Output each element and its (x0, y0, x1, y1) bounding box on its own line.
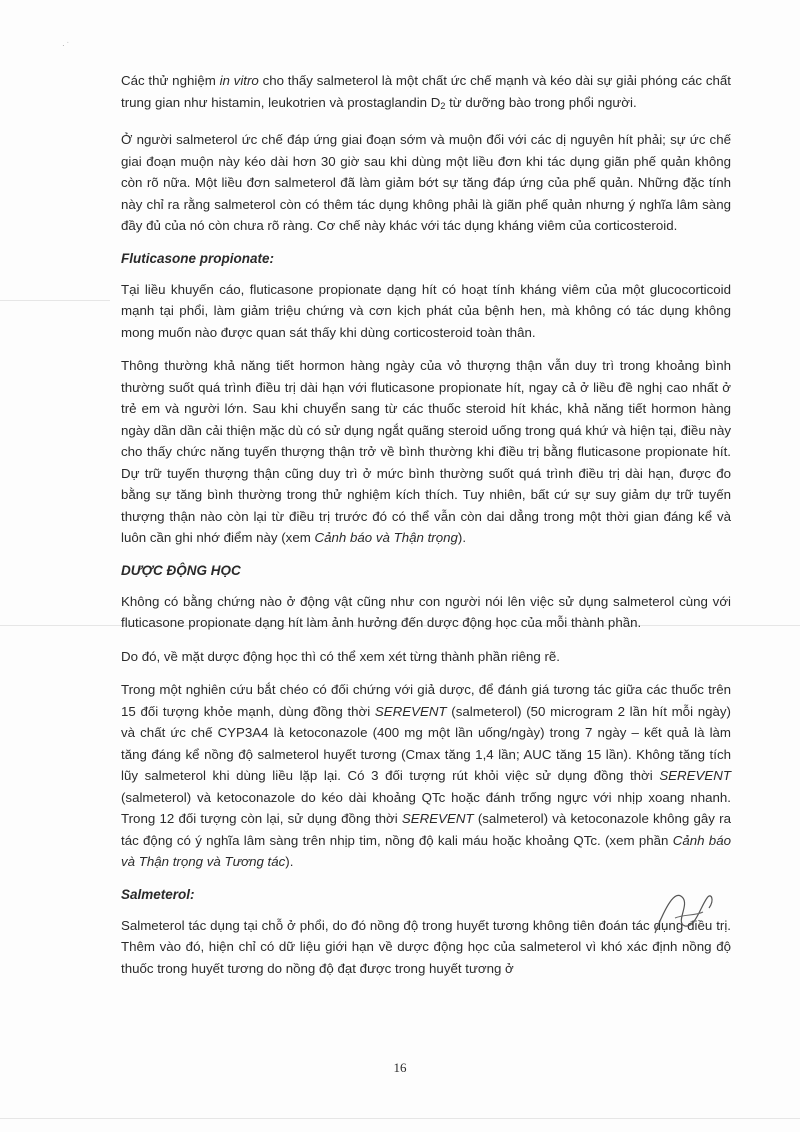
heading-pharmacokinetics: DƯỢC ĐỘNG HỌC (121, 562, 241, 578)
heading-salmeterol: Salmeterol: (121, 886, 195, 902)
text-run: Thông thường khả năng tiết hormon hàng ngày của vỏ thượng thận vẫn duy trì trong khoảng bình thường suốt quá trình điều trị dài hạn với fluticasone propionate hít, ngay cả ở liều đề nghị cao nhất ở trẻ em và người lớn. Sau khi chuyển sang từ các thuốc steroid hít khác, khả năng tiết hormon hàng ngày dần dần cải thiện mặc dù có sử dụng ngắt quãng steroid uống trong quá khứ và hiện tại, điều này cho thấy chức năng tuyến thượng thận trở về bình thường khi điều trị bằng fluticasone propionate hít. Dự trữ tuyến thượng thận cũng duy trì ở mức bình thường suốt quá trình điều trị dài hạn, được đo bằng sự tăng bình thường trong thử nghiệm kích thích. Tuy nhiên, bất cứ sự suy giảm dự trữ tuyến thượng thận nào còn lại từ điều trị trước đó có thể vẫn còn dai dẳng trong một thời gian đáng kể và luôn cần ghi nhớ điểm này (xem (121, 358, 731, 545)
scan-line (0, 300, 110, 301)
initials-signature-icon (645, 878, 725, 948)
paragraph-ketoconazole-study (121, 679, 731, 873)
scan-artifact-icon: · ˙ (62, 41, 70, 50)
paragraph-adrenal (121, 355, 731, 549)
paragraph-fluticasone-dose: Tại liều khuyến cáo, fluticasone propionate dạng hít có hoạt tính kháng viêm của một glucocorticoid mạnh tại phổi, làm giảm triệu chứng và cơn kịch phát của bệnh hen, mà không có tác dụng không mong muốn nào được quan sát thấy khi dùng corticosteroid toàn thân. (121, 281, 731, 340)
text-run: Trong một nghiên cứu bắt chéo có đối chứng với giả dược, để đánh giá tương tác giữa các thuốc trên 15 đối tượng khỏe mạnh, dùng đồng thời (121, 682, 731, 719)
text-run: cho thấy salmeterol là một chất ức chế mạnh và kéo dài sự giải phóng các chất trung gian như histamin, leukotrien và prostaglandin D (121, 73, 731, 110)
paragraph-separate-components: Do đó, về mặt dược động học thì có thể xem xét từng thành phần riêng rẽ. (121, 648, 560, 664)
paragraph-salmeterol-local: Salmeterol tác dụng tại chỗ ở phổi, do đó nồng độ trong huyết tương không tiên đoán tác dụng điều trị. Thêm vào đó, hiện chỉ có dữ liệu giới hạn về dược động học của salmeterol vì khó xác định nồng độ thuốc trong huyết tương do nồng độ đạt được trong huyết tương ở (121, 917, 731, 976)
heading-fluticasone: Fluticasone propionate: (121, 250, 275, 266)
paragraph-human-response: Ở người salmeterol ức chế đáp ứng giai đoạn sớm và muộn đối với các dị nguyên hít phải; sự ức chế giai đoạn muộn này kéo dài hơn 30 giờ sau khi dùng một liều đơn khi tác dụng giãn phế quản không còn rõ nữa. Một liều đơn salmeterol đã làm giảm bớt sự tăng đáp ứng của phế quản. Những đặc tính này chỉ ra rằng salmeterol còn có thêm tác dụng không phải là giãn phế quản nhưng ý nghĩa lâm sàng đầy đủ của nó còn chưa rõ ràng. Cơ chế này khác với tác dụng kháng viêm của corticosteroid. (121, 132, 731, 233)
italic-run: Cảnh báo và Thận trọng và Tương tác (121, 832, 731, 869)
subscript: 2 (440, 100, 446, 111)
text-run: (salmeterol) và ketoconazole không gây ra tác động có ý nghĩa lâm sàng trên nhịp tim, nồng độ kali máu hoặc khoảng QTc. (xem phần (121, 811, 731, 848)
italic-run: in vitro (219, 73, 259, 88)
italic-run: SEREVENT (401, 811, 474, 826)
page-number: 16 (393, 1060, 407, 1075)
paragraph-invitro (121, 70, 731, 117)
text-run: Các thử nghiệm (121, 73, 220, 88)
text-run: ). (285, 854, 294, 869)
scan-line (0, 1118, 800, 1119)
text-run: ). (457, 530, 467, 545)
paragraph-no-evidence: Không có bằng chứng nào ở động vật cũng như con người nói lên việc sử dụng salmeterol cùng với fluticasone propionate dạng hít làm ảnh hưởng đến dược động học của mỗi thành phần. (121, 593, 731, 630)
italic-run: Cảnh báo và Thận trọng (314, 530, 458, 545)
text-run: từ dưỡng bào trong phổi người. (445, 94, 637, 110)
text-run: (salmeterol) (50 microgram 2 lần hít mỗi ngày) và chất ức chế CYP3A4 là ketoconazole (400 mg một lần uống/ngày) trong 7 ngày – kết quả là làm tăng đáng kể nồng độ salmeterol huyết tương (Cmax tăng 1,4 lần; AUC tăng 15 lần). Không tăng tích lũy salmeterol khi dùng liều lặp lại. Có 3 đối tượng rút khỏi việc sử dụng đồng thời (121, 703, 731, 783)
italic-run: SEREVENT (659, 768, 731, 783)
text-run: (salmeterol) và ketoconazole do kéo dài khoảng QTc hoặc đánh trống ngực với nhịp xoang nhanh. Trong 12 đối tượng còn lại, sử dụng đồng thời (121, 789, 731, 826)
italic-run: SEREVENT (374, 703, 447, 719)
document-body (121, 70, 731, 991)
